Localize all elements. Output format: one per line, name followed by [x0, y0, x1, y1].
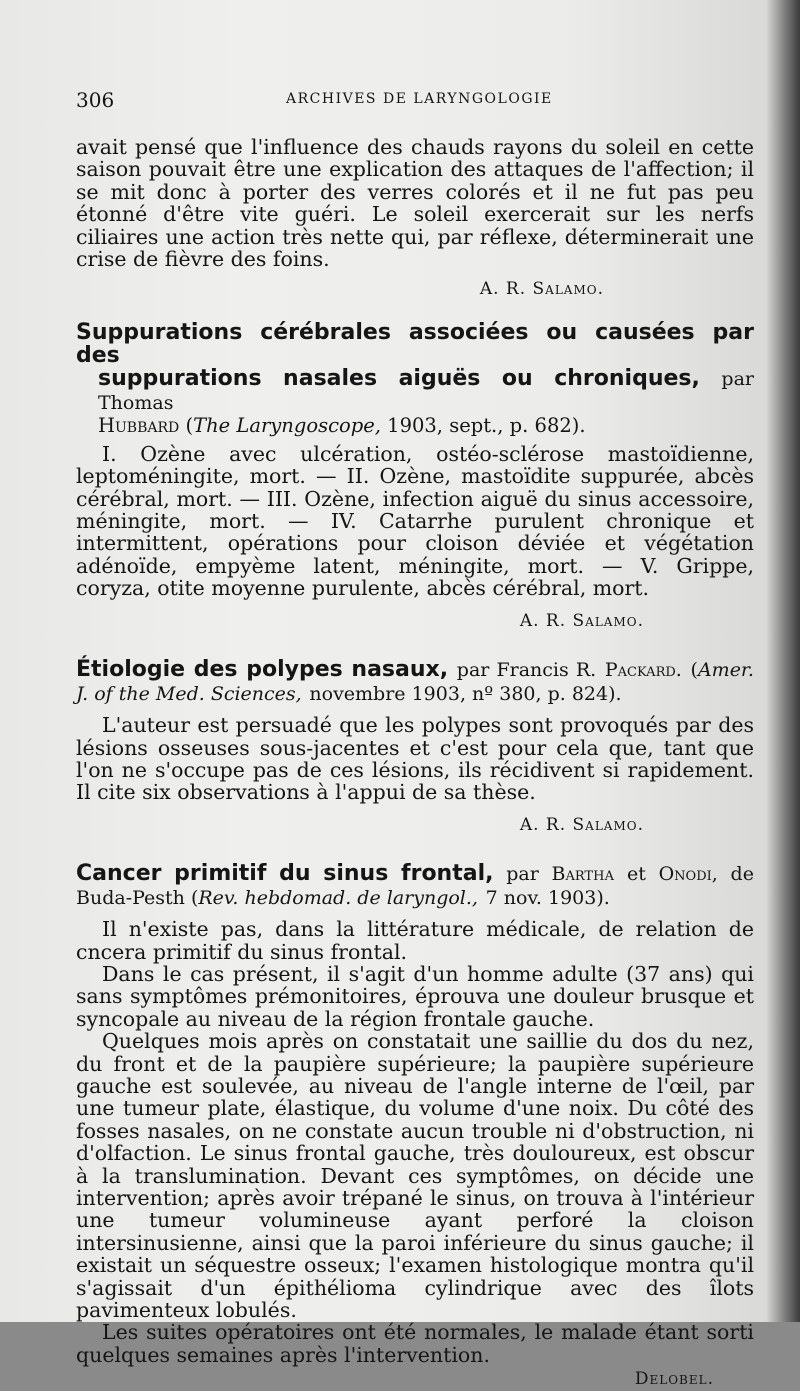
article-polypes — [76, 658, 754, 836]
intro-paragraph: avait pensé que l'influence des chauds rayons du soleil en cette saison pouvait être une explication des attaques de l'affection; il se mit donc à porter des verres colorés et il ne fut pas peu étonné d'être vite guéri. Le soleil exercerait sur les nerfs ciliaires une action très nette qui, par réflexe, déterminerait une crise de fièvre des foins. — [76, 135, 754, 272]
article-paragraph: Il n'existe pas, dans la littérature médicale, de relation de cncera primitif du sinus frontal. — [76, 917, 754, 964]
running-head — [76, 88, 754, 118]
article-reference: Hubbard (The Laryngoscope, 1903, sept., p. 682). — [98, 413, 586, 437]
article-title: Cancer primitif du sinus frontal, par Barthа et Onodi, de Buda-Pesth (Rev. hebdomad. de laryngol., 7 nov. 1903). — [76, 861, 754, 910]
binding-shadow — [766, 0, 800, 1322]
article-title: Étiologie des polypes nasaux, par Francis R. Packard. (Amer. J. of the Med. Sciences, novembre 1903, nº 380, p. 824). — [76, 657, 754, 706]
article-paragraph: Dans le cas présent, il s'agit d'un homme adulte (37 ans) qui sans symptômes prémonitoires, éprouva une douleur brusque et syncopale au niveau de la région frontale gauche. — [76, 961, 754, 1031]
intro-signature: A. R. Salamo. — [479, 279, 604, 300]
article-body: L'auteur est persuadé que les polypes sont provoqués par des lésions osseuses sous-jacentes et c'est pour cela que, tant que l'on ne s'occupe pas de ces lésions, ils récidivent si rapidement. Il cite six observations à l'appui de sa thèse. — [76, 713, 754, 805]
page-number: 306 — [76, 88, 115, 112]
article-paragraph: Quelques mois après on constatait une saillie du dos du nez, du front et de la paupière supérieure; la paupière supérieure gauche est soulevée, au niveau de l'angle interne de l'œil, par une tumeur plate, élastique, du volume d'une noix. Du côté des fosses nasales, on ne constate aucun trouble ni d'obstruction, ni d'olfaction. Le sinus frontal gauche, très douloureux, est obscur à la translumination. Devant ces symptômes, on décide une intervention; après avoir trépané le sinus, on trouva à l'intérieur une tumeur volumineuse ayant perforé la cloison intersinusienne, ainsi que la paroi inférieure du sinus gauche; il existait un séquestre osseux; l'examen histologique montra qu'il s'agissait d'un épithélioma cylindrique avec des îlots pavimenteux lobulés. — [76, 1029, 754, 1323]
article-signature: Delobel. — [634, 1369, 714, 1390]
article-cancer — [76, 862, 754, 1391]
article-signature: A. R. Salamo. — [519, 610, 644, 631]
article-suppurations — [76, 321, 754, 632]
article-body: I. Ozène avec ulcération, ostéo-sclérose mastoïdienne, leptoméningite, mort. — II. Ozène, mastoïdite suppurée, abcès cérébral, mort. — III. Ozène, infection aiguë du sinus accessoire, méningite, mort. — IV. Catarrhe purulent chronique et intermittent, opérations pour cloison déviée et végétation adénoïde, empyème latent, méningite, mort. — V. Grippe, coryza, otite moyenne purulente, abcès cérébral, mort. — [76, 441, 754, 601]
journal-title: ARCHIVES DE LARYNGOLOGIE — [286, 91, 553, 107]
article-title: Suppurations cérébrales associées ou causées par des suppurations nasales aiguës ou chroniques, par Thomas — [76, 319, 754, 414]
article-paragraph: Les suites opératoires ont été normales, le malade étant sorti quelques semaines après l'intervention. — [76, 1320, 754, 1367]
article-signature: A. R. Salamo. — [519, 814, 644, 835]
